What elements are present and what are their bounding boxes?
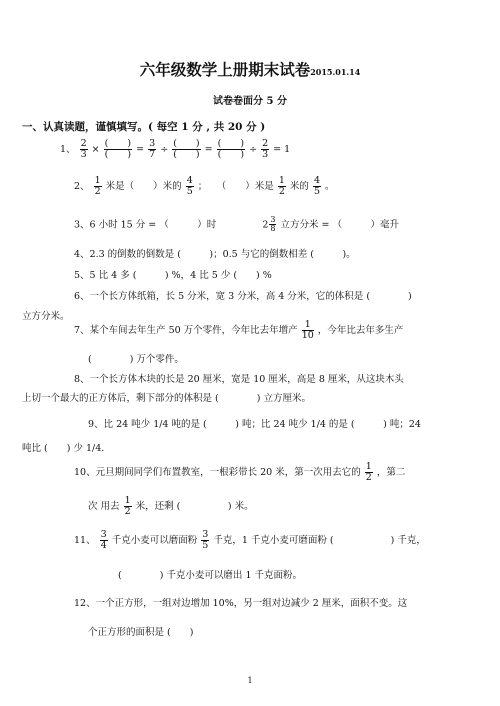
question-7 xyxy=(74,320,403,341)
question-12: 12、一个正方形，一组对边增加 10%，另一组对边减少 2 厘米，面积不变。这 xyxy=(74,598,408,609)
question-9: 9、比 24 吨少 1/4 吨的是 ( ) 吨；比 24 吨少 1/4 的是 ( ) 吨；24 xyxy=(88,419,421,430)
question-11-continued: ( ) 千克小麦可以磨出 1 千克面粉。 xyxy=(118,570,303,581)
question-12-continued: 个正方形的面积是 ( ) xyxy=(88,627,194,638)
q2-text-d: 。 xyxy=(325,180,335,192)
question-5: 5、5 比 4 多 ( ) %，4 比 5 少 ( ) % xyxy=(74,270,272,281)
times-sign: × xyxy=(91,143,100,155)
q1-fraction-a: $\frac{2}{3}$ xyxy=(80,138,87,160)
question-6-continued: 立方分米。 xyxy=(22,311,70,322)
q3-text-a: 3、6 小时 15 分 = （ ）时 xyxy=(74,219,217,231)
equals-sign: = xyxy=(204,143,213,155)
question-4: 4、2.3 的倒数的倒数是 ( )；0.5 与它的倒数相差 ( )。 xyxy=(74,249,356,260)
q7-text-b: ，今年比去年多生产 xyxy=(317,324,404,336)
q1-result: = 1 xyxy=(273,143,291,155)
q10-fraction-b: $\frac{1}{2}$ xyxy=(124,495,131,517)
question-2 xyxy=(74,176,335,197)
page-title xyxy=(0,58,500,80)
q2-fraction-d: $\frac{4}{5}$ xyxy=(313,175,320,197)
question-3 xyxy=(74,216,399,234)
q3-mixed-number: 2 $\frac{3}{8}$ xyxy=(262,215,276,234)
question-8: 8、一个长方体木块的长是 20 厘米，宽是 10 厘米，高是 8 厘米，从这块木头 xyxy=(74,374,404,385)
question-9-continued: 吨比 ( ) 少 1/4. xyxy=(22,443,105,454)
question-6: 6、一个长方体纸箱，长 5 分米，宽 3 分米，高 4 分米，它的体积是 ( ) xyxy=(74,291,412,302)
question-10 xyxy=(74,462,405,483)
q2-fraction-a: $\frac{1}{2}$ xyxy=(94,175,101,197)
question-7-continued: ( ) 万个零件。 xyxy=(88,354,184,365)
q2-fraction-c: $\frac{1}{2}$ xyxy=(278,175,285,197)
q10-fraction-a: $\frac{1}{2}$ xyxy=(365,461,372,483)
q2-text-a: 米是（ ）米的 xyxy=(105,180,182,192)
q1-fraction-blank-c: $\frac{( )}{( )}$ xyxy=(217,138,245,160)
equals-sign: = xyxy=(136,143,145,155)
question-11 xyxy=(74,530,426,551)
q10-text-d: 米，还剩 ( ) 米。 xyxy=(135,500,254,512)
divide-sign: ÷ xyxy=(249,143,258,155)
q2-text-b: ； （ ）米是 xyxy=(197,180,274,192)
section-heading: 一、认真读题，谨慎填写。( 每空 1 分 , 共 20 分 ) xyxy=(22,121,266,133)
q1-fraction-blank-b: $\frac{( )}{( )}$ xyxy=(173,138,200,160)
question-10-continued xyxy=(88,496,254,517)
q11-number: 11、 xyxy=(74,534,96,546)
q3-text-b: 立方分米 = （ ）毫升 xyxy=(280,219,399,231)
q11-fraction-a: $\frac{3}{4}$ xyxy=(100,529,107,551)
q1-fraction-blank-a: $\frac{( )}{( )}$ xyxy=(104,138,132,160)
q11-fraction-b: $\frac{3}{5}$ xyxy=(202,529,209,551)
divide-sign: ÷ xyxy=(160,143,169,155)
q2-number: 2、 xyxy=(74,180,90,192)
q1-fraction-b: $\frac{3}{7}$ xyxy=(149,138,156,160)
q10-text-c: 次 用去 xyxy=(88,500,120,512)
q2-fraction-b: $\frac{4}{5}$ xyxy=(186,175,193,197)
q2-text-c: 米的 xyxy=(289,180,309,192)
question-1 xyxy=(60,139,290,160)
q10-text-a: 10、元旦期间同学们布置教室，一根彩带长 20 米，第一次用去它的 xyxy=(74,466,361,478)
title-text: 六年级数学上册期末试卷 xyxy=(139,60,311,79)
page-number: 1 xyxy=(247,676,253,685)
q10-text-b: ，第二 xyxy=(376,466,406,478)
q1-number: 1、 xyxy=(60,143,76,155)
q11-text-b: 千克小麦可以磨面粉 xyxy=(111,534,198,546)
q7-fraction: $\frac{1}{10}$ xyxy=(301,319,314,341)
question-8-continued: 上切一个最大的正方体后，剩下部分的体积是 ( ) 立方厘米。 xyxy=(22,393,311,404)
q1-fraction-c: $\frac{2}{3}$ xyxy=(262,138,269,160)
score-note: 试卷卷面分 5 分 xyxy=(213,96,287,107)
exam-date: 2015.01.14 xyxy=(310,67,361,77)
q7-text-a: 7、某个车间去年生产 50 万个零件，今年比去年增产 xyxy=(74,324,298,336)
q11-text-c: 千克，1 千克小麦可磨面粉 ( ) 千克， xyxy=(213,534,426,546)
